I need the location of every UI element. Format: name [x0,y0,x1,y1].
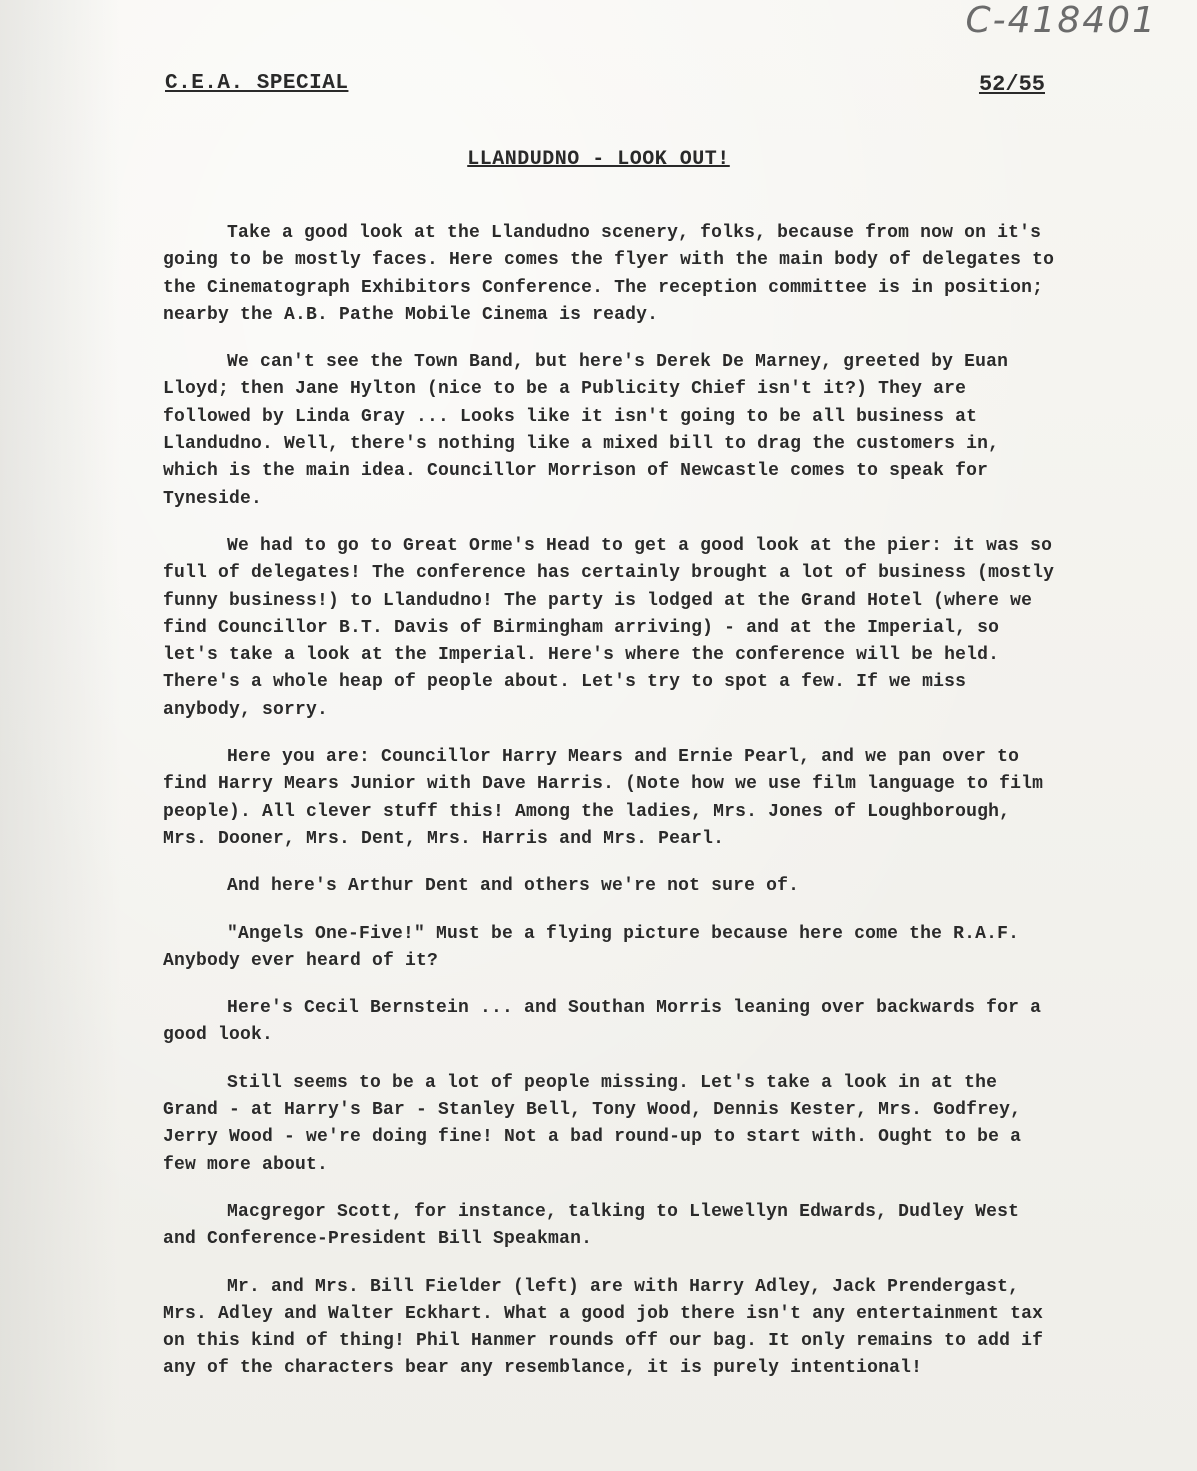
page-reference: 52/55 [978,72,1045,97]
paragraph: We can't see the Town Band, but here's Derek De Marney, greeted by Euan Lloyd; then Jane Hylton (nice to be a Publicity Chief isn't it?) They are followed by Linda Gray ... Looks like it isn't going to be all business at Llandudno. Well, there's nothing like a mixed bill to drag the customers in, which is the main idea. Councillor Morrison of Newcastle comes to speak for Tyneside. [163,352,1009,509]
paragraph: Here's Cecil Bernstein ... and Southan Morris leaning over backwards for a good look. [163,998,1042,1046]
paragraph: Macgregor Scott, for instance, talking to Llewellyn Edwards, Dudley West and Conference-President Bill Speakman. [163,1201,1020,1250]
document-body [163,220,1063,1403]
paragraph: Still seems to be a lot of people missing. Let's take a look in at the Grand - at Harry's Bar - Stanley Bell, Tony Wood, Dennis Kester, Mrs. Godfrey, Jerry Wood - we're doing fine! Not a bad round-up to start with. Ought to be a few more about. [163,1072,1022,1175]
paragraph: Mr. and Mrs. Bill Fielder (left) are with Harry Adley, Jack Prendergast, Mrs. Adley and Walter Eckhart. What a good job there isn't any entertainment tax on this kind of thing! Phil Hanmer rounds off our bag. It only remains to add if any of the characters bear any resemblance, it is purely intentional! [163,1276,1044,1379]
archive-reference-mark: C-418401 [965,0,1157,41]
paragraph: Here you are: Councillor Harry Mears and Ernie Pearl, and we pan over to find Harry Mears Junior with Dave Harris. (Note how we use film language to film people). All clever stuff this! Among the ladies, Mrs. Jones of Loughborough, Mrs. Dooner, Mrs. Dent, Mrs. Harris and Mrs. Pearl. [163,747,1044,849]
paragraph: We had to go to Great Orme's Head to get a good look at the pier: it was so full of delegates! The conference has certainly brought a lot of business (mostly funny business!) to Llandudno! The party is lodged at the Grand Hotel (where we find Councillor B.T. Davis of Birmingham arriving) - and at the Imperial, so let's take a look at the Imperial. Here's where the conference will be held. There's a whole heap of people about. Let's try to spot a few. If we miss anybody, sorry. [163,535,1055,720]
paragraph: And here's Arthur Dent and others we're not sure of. [227,876,800,897]
paragraph: "Angels One-Five!" Must be a flying picture because here come the R.A.F. Anybody ever heard of it? [163,923,1020,971]
document-title: LLANDUDNO - LOOK OUT! [467,148,730,171]
paper-crease [0,0,120,1471]
paragraph: Take a good look at the Llandudno scenery, folks, because from now on it's going to be mostly faces. Here comes the flyer with the main body of delegates to the Cinematograph Exhibitors Conference. The reception committee is in position; nearby the A.B. Pathe Mobile Cinema is ready. [163,223,1055,325]
header-label: C.E.A. SPECIAL [165,72,349,95]
